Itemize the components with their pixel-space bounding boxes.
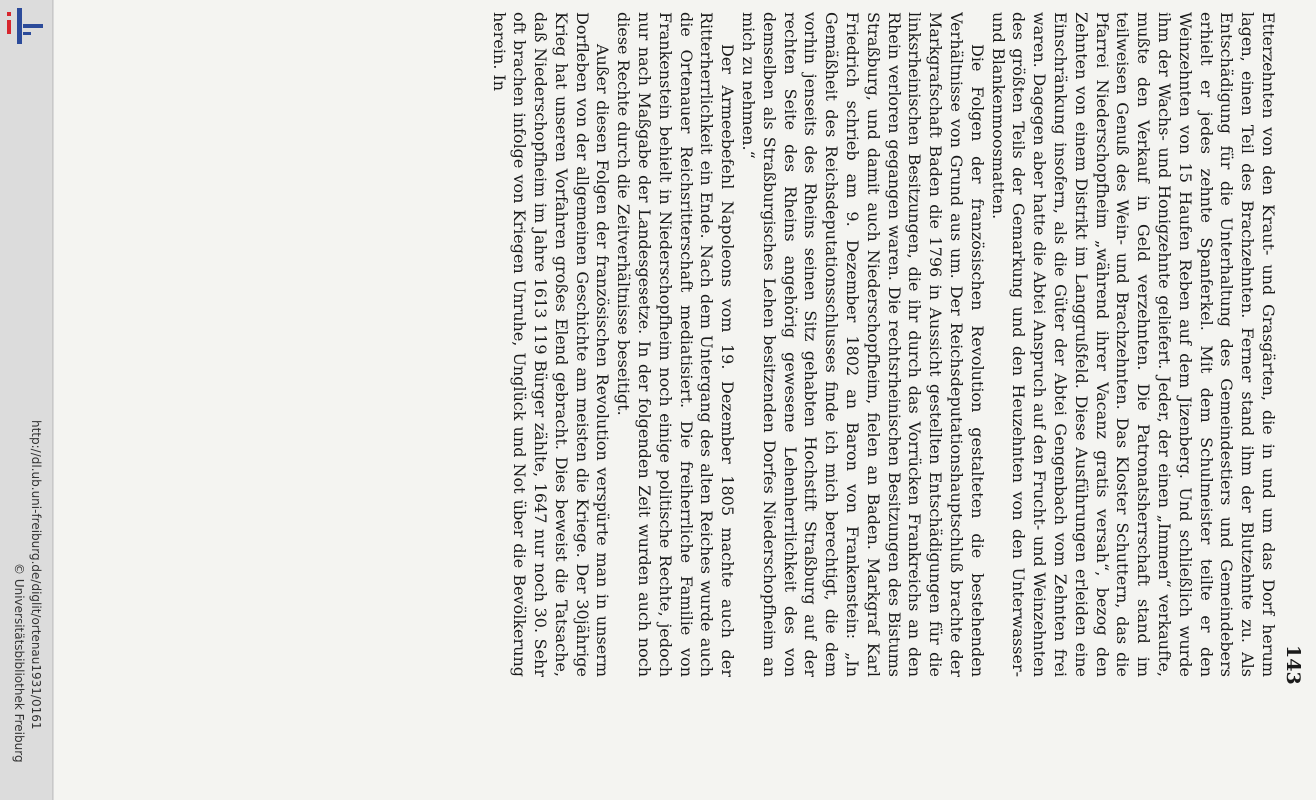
scanned-page <box>54 0 1316 800</box>
rotated-page-content <box>54 0 1316 800</box>
viewer-sidebar <box>0 0 53 800</box>
page-body-text <box>68 12 1278 677</box>
university-logo-icon <box>2 4 46 48</box>
page-number: 143 <box>1282 645 1304 685</box>
paragraph: Der Armeebefehl Napoleons vom 19. Dezember 1805 machte auch der Ritterherrlichkeit ein Ende. Nach dem Untergang des alten Reiches wurde auch die Ortenauer Reichsritterschaft mediatisiert. Die freiherrliche Familie von Frankenstein behielt in Niederschopfheim noch einige politische Rechte, jedoch nur nach Maßgabe der Landesgesetze. In der folgenden Zeit wurden auch noch diese Rechte durch die Zeitverhältnisse beseitigt. <box>614 12 738 677</box>
copyright-notice: © Universitätsbibliothek Freiburg <box>12 563 26 763</box>
paragraph: Außer diesen Folgen der französischen Revolution verspürte man in unserm Dorfleben von der allgemeinen Geschichte am meisten die Kriege. Der 30jährige Krieg hat unseren Vorfahren großes Elend gebracht. Dies beweist die Tatsache, daß Niederschopfheim im Jahre 1613 119 Bürger zählte, 1647 nur noch 30. Sehr oft brachen infolge von Kriegen Unruhe, Unglück und Not über die Bevölkerung herein. In <box>489 12 613 677</box>
source-url-link[interactable]: http://dl.ub.uni-freiburg.de/diglit/ortenau1931/0161 <box>29 420 43 730</box>
paragraph: Die Folgen der französischen Revolution gestalteten die bestehenden Verhältnisse von Grund aus um. Der Reichsdeputationshauptschluß brachte der Markgrafschaft Baden die 1796 in Aussicht gestellten Entschädigungen für die linksrheinischen Besitzungen, die ihr durch das Vorrücken Frankreichs an den Rhein verloren gegangen waren. Die rechtsrheinischen Besitzungen des Bistums Straßburg, und damit auch Niederschopfheim, fielen an Baden. Markgraf Karl Friedrich schrieb am 9. Dezember 1802 an Baron von Frankenstein: „In Gemäßheit des Reichsdeputationsschlusses finde ich mich berechtigt, die dem vorhin jenseits des Rheins seinen Sitz gehabten Hochstift Straßburg auf der rechten Seite des Rheins angehörig gewesene Lehenherrlichkeit des von demselben als Straßburgisches Lehen besitzenden Dorfes Niederschopfheim an mich zu nehmen.“ <box>739 12 987 677</box>
paragraph: Etterzehnten von den Kraut- und Grasgärten, die in und um das Dorf herum lagen, einen Teil des Brachzehnten. Ferner stand ihm der Blutzehnte zu. Als Entschädigung für die Unterhaltung des Gemeindestiers und Gemeindebers erhielt er jedes zehnte Spanferkel. Mit dem Schulmeister teilte er den Weinzehnten von 15 Haufen Reben auf dem Jizenberg. Und schließlich wurde ihm der Wachs- und Honigzehnte geliefert. Jeder, der einen „Immen“ verkaufte, mußte den Verkauf in Geld verzehnten. Die Patronatsherrschaft stand im teilweisen Genuß des Wein- und Brachzehnten. Das Kloster Schuttern, das die Pfarrei Niederschopfheim „während ihrer Vacanz gratis versah“, bezog den Zehnten von einem Distrikt im Langgrußfeld. Diese Ausführungen erleiden eine Einschränkung insofern, als die Güter der Abtei Gengenbach vom Zehnten frei waren. Dagegen aber hatte die Abtei Anspruch auf den Frucht- und Weinzehnten des größten Teils der Gemarkung und den Heuzehnten von den Unterwasser- und Blankenmoosmatten. <box>988 12 1278 677</box>
